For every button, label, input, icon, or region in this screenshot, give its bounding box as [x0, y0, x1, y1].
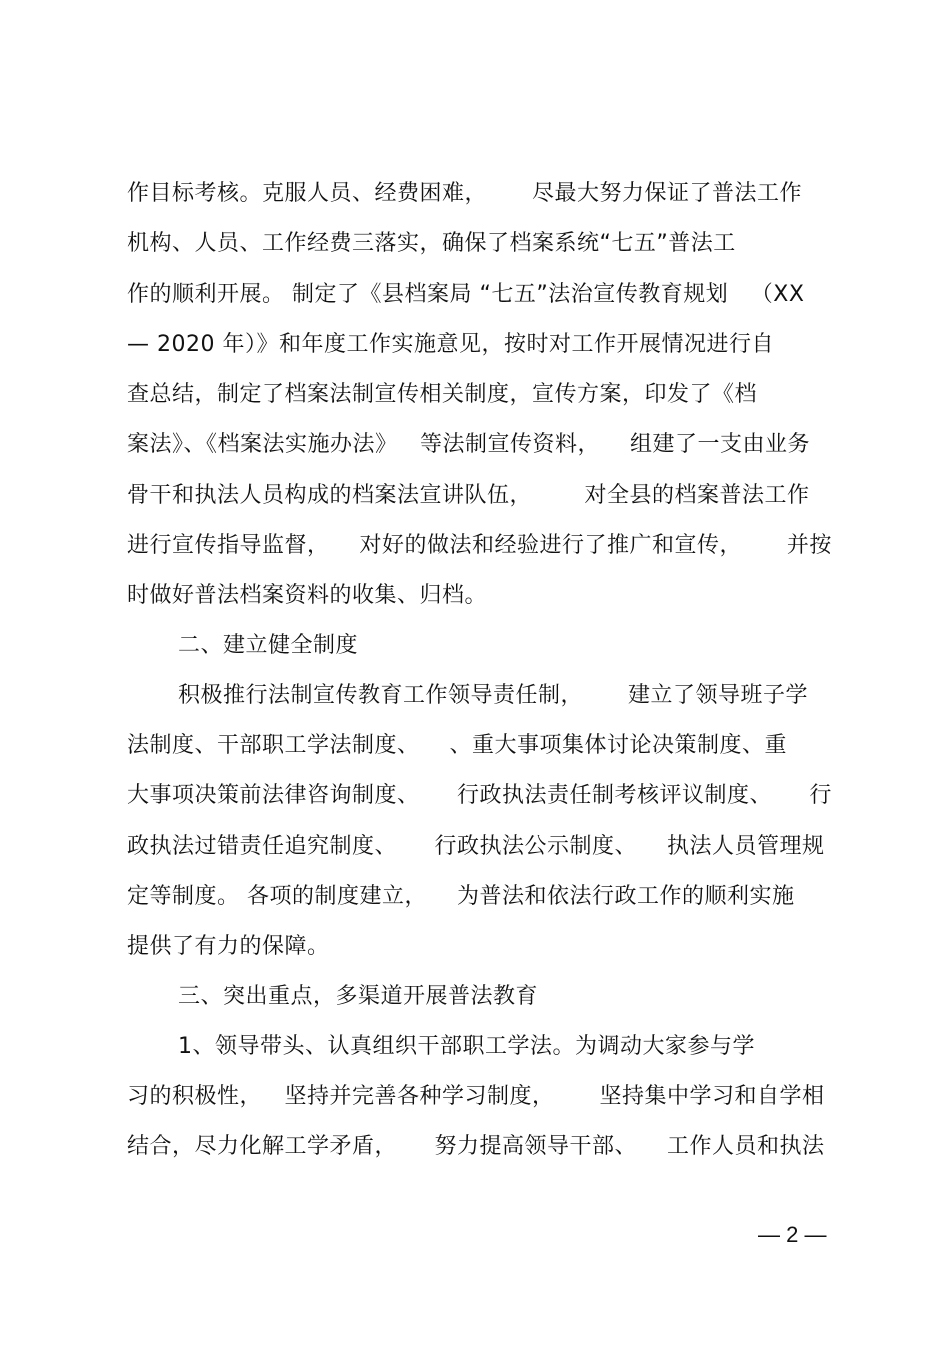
body-text-line: 定等制度。 各项的制度建立， 为普法和依法行政工作的顺利实施 [127, 884, 795, 909]
body-text-line: 法制度、干部职工学法制度、 、重大事项集体讨论决策制度、重 [127, 733, 787, 758]
body-text-line: 积极推行法制宣传教育工作领导责任制， 建立了领导班子学 [178, 683, 808, 708]
body-text-line: 大事项决策前法律咨询制度、 行政执法责任制考核评议制度、 行 [127, 783, 832, 808]
section-heading: 三、突出重点，多渠道开展普法教育 [178, 984, 539, 1009]
body-text-line: — 2020 年）》和年度工作实施意见，按时对工作开展情况进行自 [127, 332, 774, 357]
page-number: — 2 — [758, 1222, 827, 1247]
section-heading: 二、建立健全制度 [178, 633, 359, 658]
body-text-line: 骨干和执法人员构成的档案法宣讲队伍， 对全县的档案普法工作 [127, 483, 810, 508]
body-text-line: 作目标考核。克服人员、经费困难， 尽最大努力保证了普法工作 [127, 181, 802, 206]
body-text-line: 习的积极性， 坚持并完善各种学习制度， 坚持集中学习和自学相 [127, 1084, 825, 1109]
body-text-line: 提供了有力的保障。 [127, 934, 330, 959]
body-text-line: 1、领导带头、认真组织干部职工学法。为调动大家参与学 [178, 1034, 755, 1059]
body-text-line: 进行宣传指导监督， 对好的做法和经验进行了推广和宣传， 并按 [127, 533, 832, 558]
body-text-line: 政执法过错责任追究制度、 行政执法公示制度、 执法人员管理规 [127, 834, 825, 859]
body-text-line: 作的顺利开展。 制定了《县档案局 “七五”法治宣传教育规划 （XX [127, 282, 805, 307]
body-text-line: 案法》、《档案法实施办法》 等法制宣传资料， 组建了一支由业务 [127, 432, 810, 457]
body-text-line: 结合，尽力化解工学矛盾， 努力提高领导干部、 工作人员和执法 [127, 1134, 825, 1159]
body-text-line: 查总结，制定了档案法制宣传相关制度，宣传方案，印发了《档 [127, 382, 758, 407]
body-text-line: 机构、人员、工作经费三落实，确保了档案系统“七五”普法工 [127, 231, 736, 256]
body-text-line: 时做好普法档案资料的收集、归档。 [127, 583, 488, 608]
